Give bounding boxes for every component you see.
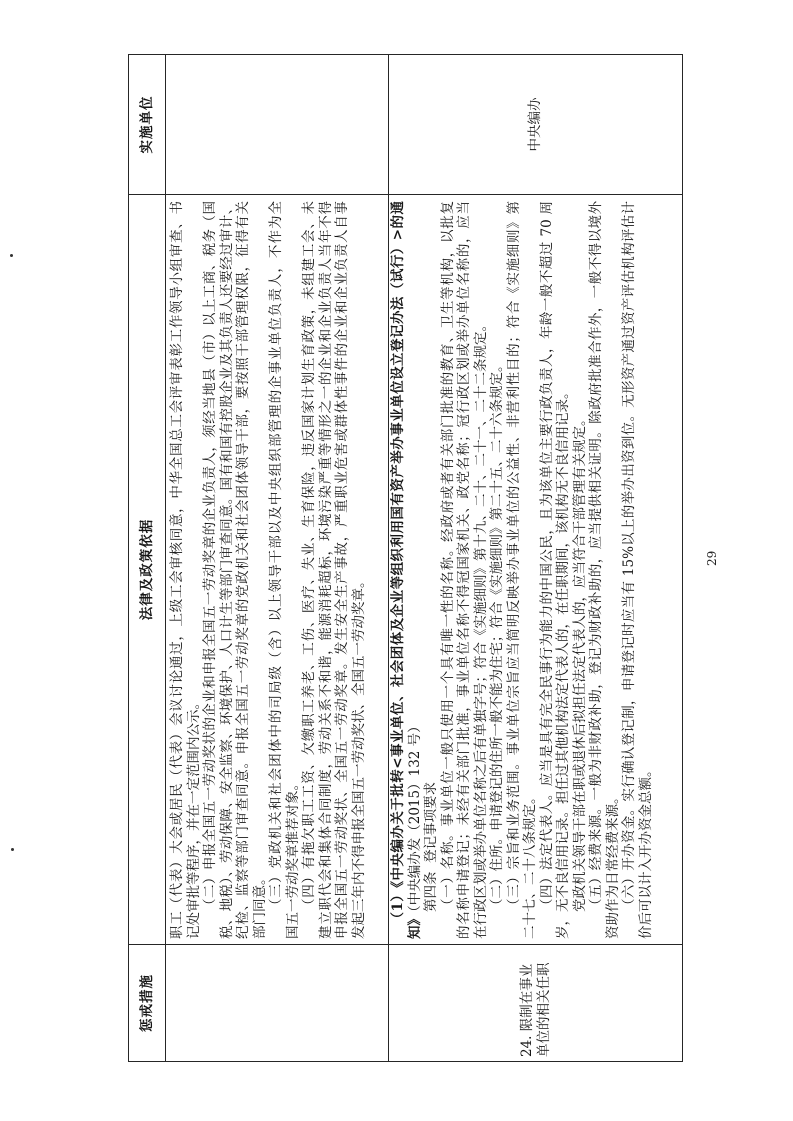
basis-line: 在行政区划或举办单位名称之后有单独字号；符合《实施细则》第十九、二十、二十一、二十二条规定。 — [472, 318, 489, 939]
basis-line: 纪检、监察等部门审查同意。申报全国五一劳动奖章的党政机关和社会团体领导干部，要按照干部管理权限，征得有关 — [235, 201, 251, 939]
basis-cell — [166, 195, 389, 945]
basis-line: 税、地税）、劳动保障、安全监察、环境保护、人口计生等部门审查同意。国有和国有控股企业及其负责人还要经过审计、 — [218, 201, 235, 939]
unit-cell — [166, 55, 389, 195]
basis-line: 价后可以计入开办资金总额。 — [637, 763, 654, 939]
basis-line: 申报全国五一劳动奖状、全国五一劳动奖章。发生安全生产事故，严重职业危害或群体性事件的企业和企业负责人自事 — [334, 201, 350, 939]
basis-line: （三）宗旨和业务范围。事业单位宗旨应当简明反映举办事业单位的公益性、非营利性目的；符合《实施细则》第 — [505, 201, 522, 912]
scan-speck — [11, 848, 14, 851]
basis-line: 岁，无不良信用记录。担任过其他机构法定代表人的，在任职期间，该机构无不良信用记录。 — [555, 385, 571, 939]
basis-line: （二）申报全国五一劳动奖状的企业和申报全国五一劳动奖章的企业负责人，须经当地县（市）以上工商、税务（国 — [202, 201, 218, 912]
basis-line: （五）经费来源。一般为非财政补助，登记为财政补助的，应当提供相关证明。除政府批准合作外，一般不得以境外 — [588, 201, 604, 912]
basis-line: 建立职代会和集体合同制度，劳动关系不和谐，能源消耗超标，环境污染严重等情形之一的企业和企业负责人当年不得 — [317, 201, 334, 939]
measure-line: 单位的相关任职 — [535, 962, 552, 1057]
table-row — [389, 55, 683, 1062]
citation-title-line: （1）《中央编办关于批转<事业单位、社会团体及企业等组织利用国有资产举办事业单位设立登记办法（试行）>的通 — [390, 201, 406, 926]
table-row — [166, 55, 389, 1062]
basis-line: （六）开办资金。实行确认登记制，申请登记时应当有 15%以上的举办出资到位。无形资产通过资产评估机构评估计 — [621, 201, 637, 912]
measure-line: 24. 限制在事业 — [519, 963, 535, 1057]
basis-line: （四）法定代表人。应当是具有完全民事行为能力的中国公民，且为该单位主要行政负责人，年龄一般不超过 70 周 — [538, 201, 555, 912]
measure-cell — [166, 945, 389, 1062]
basis-line: 的名称申请登记；未经有关部门批准，事业单位名称不得冠国家机关、政党名称；冠行政区划或举办单位名称的，应当 — [456, 201, 472, 939]
basis-line: （一）名称。事业单位一般只使用一个具有唯一性的名称。经政府或者有关部门批准的教育、卫生等机构，以批复 — [439, 201, 456, 912]
basis-line: （四）有拖欠职工工资、欠缴职工养老、工伤、医疗、失业、生育保险，违反国家计划生育政策，未组建工会、未 — [301, 201, 317, 912]
article-heading: 第四条 登记事项要求 — [423, 781, 439, 912]
basis-cell — [389, 195, 683, 945]
basis-line: 部门同意。 — [251, 871, 268, 939]
header-unit: 实施单位 — [129, 55, 166, 195]
unit-cell: 中央编办 — [389, 55, 683, 195]
basis-line: 职工（代表）大会或居民（代表）会议讨论通过，上级工会审核同意，中华全国总工会评审表彰工作领导小组审查、书 — [169, 201, 185, 939]
basis-line: （三）党政机关和社会团体中的司局级（含）以上领导干部以及中央组织部管理的企事业单位负责人，不作为全 — [268, 201, 284, 912]
basis-line: （二）住所。申请登记的住所一般不能为住宅；符合《实施细则》第二十五、二十六条规定。 — [489, 358, 505, 912]
measures-table — [128, 54, 683, 1062]
header-row — [129, 55, 166, 1062]
citation-title-end-line — [407, 201, 424, 939]
basis-line: 记处审批等程序，并在一定范围内公示。 — [185, 696, 202, 939]
citation-title-tail: 知》 — [406, 912, 423, 939]
scan-speck — [10, 254, 13, 257]
measure-cell — [389, 945, 683, 1062]
page-number: 29 — [705, 550, 719, 566]
basis-line: 资助作为日常经费来源。 — [604, 790, 621, 939]
basis-line: 国五一劳动奖章推荐对象。 — [284, 777, 301, 939]
citation-doc-number: （中央编办发（2015）132 号） — [406, 719, 423, 912]
basis-line: 党政机关领导干部在职或退休后拟担任法定代表人的，应当符合干部管理有关规定。 — [571, 412, 588, 912]
basis-line: 二十七、二十八条规定。 — [522, 790, 538, 939]
header-basis: 法律及政策依据 — [129, 195, 166, 945]
basis-line: 发起三年内不得申报全国五一劳动奖状、全国五一劳动奖章。 — [350, 574, 367, 939]
header-measure: 惩戒措施 — [129, 945, 166, 1062]
